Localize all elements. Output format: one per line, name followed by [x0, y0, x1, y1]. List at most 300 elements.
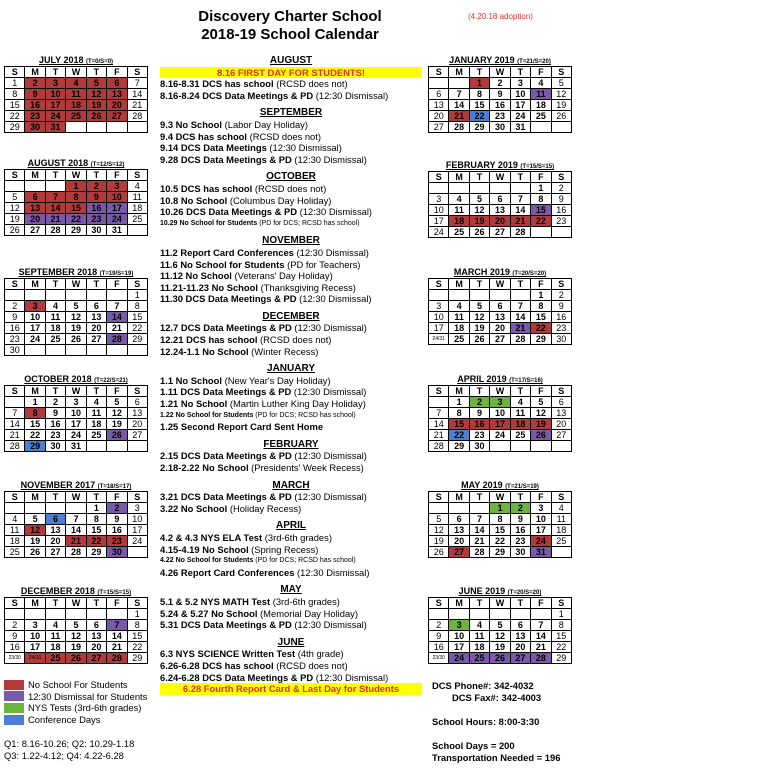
day-cell: [127, 345, 147, 356]
day-header: W: [66, 492, 86, 503]
day-cell: 9: [45, 408, 65, 419]
day-cell: 24: [531, 536, 551, 547]
day-cell: 10: [531, 514, 551, 525]
day-cell: 28: [510, 227, 530, 238]
day-cell: 19: [429, 536, 449, 547]
month-calendar: [428, 586, 572, 664]
day-cell: 25: [469, 653, 489, 664]
day-cell: [510, 609, 530, 620]
day-cell: [490, 183, 510, 194]
day-cell: 14: [510, 205, 530, 216]
day-cell: 28: [66, 547, 86, 558]
day-cell: 29: [490, 547, 510, 558]
day-cell: [449, 503, 469, 514]
day-cell: 28: [127, 111, 147, 122]
day-header: F: [107, 492, 127, 503]
day-cell: 27: [25, 225, 45, 236]
legend-swatch: [4, 691, 24, 701]
day-cell: 4: [531, 78, 551, 89]
day-header: M: [449, 67, 469, 78]
day-cell: 23: [490, 111, 510, 122]
day-cell: 12: [86, 89, 106, 100]
day-cell: 30: [45, 441, 65, 452]
day-cell: 18: [5, 536, 25, 547]
month-calendar: [428, 374, 572, 452]
day-cell: 8: [5, 89, 25, 100]
day-cell: 4: [449, 194, 469, 205]
day-cell: [5, 503, 25, 514]
day-header: T: [510, 172, 530, 183]
day-cell: 1: [531, 183, 551, 194]
day-cell: 10: [449, 631, 469, 642]
day-cell: 29: [5, 122, 25, 133]
day-cell: 24: [45, 111, 65, 122]
day-cell: 22: [449, 430, 469, 441]
day-cell: [66, 290, 86, 301]
day-cell: 13: [429, 100, 449, 111]
day-cell: 27: [45, 547, 65, 558]
event-item: 2.15 DCS Data Meetings & PD (12:30 Dismissal): [160, 450, 367, 462]
day-cell: [25, 181, 45, 192]
day-header: S: [127, 598, 147, 609]
day-header: M: [449, 386, 469, 397]
month-heading: AUGUST: [269, 55, 313, 66]
day-cell: 2: [551, 290, 571, 301]
day-cell: 27: [490, 227, 510, 238]
day-cell: 1: [5, 78, 25, 89]
day-cell: 13: [490, 312, 510, 323]
day-cell: 3: [127, 503, 147, 514]
day-cell: 16: [5, 323, 25, 334]
day-cell: 11: [45, 631, 65, 642]
day-cell: 21: [531, 642, 551, 653]
day-cell: 26: [107, 430, 127, 441]
day-cell: [127, 441, 147, 452]
day-cell: 12: [25, 525, 45, 536]
day-cell: [45, 503, 65, 514]
adoption-note: (4.20.18 adoption): [468, 12, 533, 21]
day-cell: 20: [107, 100, 127, 111]
day-cell: 20: [127, 419, 147, 430]
day-cell: [86, 345, 106, 356]
day-cell: 5: [66, 620, 86, 631]
day-header: S: [127, 67, 147, 78]
event-item: 8.16-8.24 DCS Data Meetings & PD (12:30 Dismissal): [160, 89, 389, 101]
day-cell: [469, 609, 489, 620]
event-item: 6.26-6.28 DCS has school (RCSD does not): [160, 659, 348, 671]
day-cell: 21: [107, 323, 127, 334]
day-header: M: [25, 598, 45, 609]
day-cell: [469, 290, 489, 301]
day-cell: 8: [127, 301, 147, 312]
day-cell: 1: [490, 503, 510, 514]
day-cell: 1: [127, 609, 147, 620]
day-cell: [45, 181, 65, 192]
day-cell: 30: [469, 441, 489, 452]
month-title: JUNE 2019 (T=20/S=20): [458, 586, 542, 596]
day-cell: 14: [469, 525, 489, 536]
day-cell: 31: [107, 225, 127, 236]
day-cell: 30: [551, 334, 571, 345]
month-heading: OCTOBER: [266, 171, 316, 183]
day-cell: 22: [127, 642, 147, 653]
day-cell: 28: [531, 653, 551, 664]
event-item: 5.1 & 5.2 NYS MATH Test (3rd-6th grades): [160, 595, 340, 607]
day-cell: 10: [66, 408, 86, 419]
month-calendar: [428, 480, 572, 558]
day-cell: 23: [510, 536, 530, 547]
day-cell: [127, 225, 147, 236]
day-cell: 23: [86, 214, 106, 225]
day-cell: 15: [469, 100, 489, 111]
day-cell: 21: [107, 642, 127, 653]
day-cell: 5: [86, 78, 106, 89]
day-cell: 17: [429, 323, 449, 334]
day-cell: [86, 609, 106, 620]
day-cell: 10: [429, 312, 449, 323]
day-header: S: [5, 279, 25, 290]
day-cell: 22: [5, 111, 25, 122]
day-header: F: [531, 492, 551, 503]
day-cell: 25: [45, 653, 65, 664]
day-header: M: [25, 492, 45, 503]
day-cell: [449, 183, 469, 194]
day-cell: 14: [531, 631, 551, 642]
day-header: S: [551, 67, 571, 78]
month-heading: DECEMBER: [262, 310, 320, 322]
day-cell: [66, 503, 86, 514]
events-list: [160, 55, 422, 695]
day-cell: 9: [429, 631, 449, 642]
day-cell: [490, 609, 510, 620]
day-cell: 24: [510, 111, 530, 122]
day-cell: 15: [490, 525, 510, 536]
day-cell: 13: [25, 203, 45, 214]
day-header: M: [449, 279, 469, 290]
day-cell: 29: [449, 441, 469, 452]
day-header: T: [510, 492, 530, 503]
day-cell: 25: [531, 111, 551, 122]
event-item: 11.30 DCS Data Meetings & PD (12:30 Dismissal): [160, 293, 372, 305]
day-cell: 15: [66, 203, 86, 214]
month-title: APRIL 2019 (T=17/S=16): [457, 374, 543, 384]
day-cell: 19: [5, 214, 25, 225]
day-header: T: [86, 598, 106, 609]
event-item: 2.18-2.22 No School (Presidents' Week Recess): [160, 462, 364, 473]
day-cell: 6: [25, 192, 45, 203]
day-cell: 27: [86, 653, 106, 664]
day-cell: 29: [551, 653, 571, 664]
day-cell: 19: [107, 419, 127, 430]
day-cell: [551, 441, 571, 452]
day-cell: 7: [429, 408, 449, 419]
event-item: 10.8 No School (Columbus Day Holiday): [160, 194, 332, 206]
day-header: M: [25, 67, 45, 78]
day-cell: [25, 290, 45, 301]
month-calendar: [4, 480, 148, 558]
day-cell: 28: [107, 653, 127, 664]
month-calendar: [4, 158, 148, 236]
day-header: M: [25, 279, 45, 290]
day-cell: 15: [531, 312, 551, 323]
day-header: S: [5, 492, 25, 503]
day-cell: 8: [490, 514, 510, 525]
day-cell: 29: [531, 334, 551, 345]
day-cell: [429, 78, 449, 89]
day-cell: 22: [531, 216, 551, 227]
day-cell: 28: [429, 441, 449, 452]
day-header: T: [45, 598, 65, 609]
day-cell: 24: [127, 536, 147, 547]
event-item: 11.6 No School for Students (PD for Teachers): [160, 258, 361, 270]
day-cell: 23/30: [5, 653, 25, 664]
event-item: 11.21-11.23 No School (Thanksgiving Recess): [160, 281, 356, 293]
day-cell: 17: [531, 525, 551, 536]
day-cell: 3: [25, 301, 45, 312]
day-cell: 2: [25, 78, 45, 89]
day-cell: 14: [107, 312, 127, 323]
day-cell: 16: [45, 419, 65, 430]
day-header: F: [531, 279, 551, 290]
day-cell: [25, 345, 45, 356]
day-header: T: [86, 67, 106, 78]
day-cell: 9: [25, 89, 45, 100]
day-cell: 17: [449, 642, 469, 653]
day-header: F: [531, 386, 551, 397]
day-cell: 19: [66, 323, 86, 334]
day-cell: 1: [449, 397, 469, 408]
day-header: T: [45, 279, 65, 290]
month-title: NOVEMBER 2017 (T=18/S=17): [20, 480, 132, 490]
day-header: S: [127, 386, 147, 397]
day-cell: 27: [86, 334, 106, 345]
day-cell: 4: [5, 514, 25, 525]
day-cell: 12: [490, 631, 510, 642]
day-cell: 6: [107, 78, 127, 89]
day-cell: 30: [5, 345, 25, 356]
day-cell: 28: [449, 122, 469, 133]
day-cell: 26: [551, 111, 571, 122]
day-cell: 27: [107, 111, 127, 122]
day-cell: 14: [66, 525, 86, 536]
day-cell: 10: [127, 514, 147, 525]
day-cell: 5: [66, 301, 86, 312]
day-cell: 10: [107, 192, 127, 203]
day-cell: 29: [469, 122, 489, 133]
day-cell: 18: [66, 100, 86, 111]
day-header: S: [551, 598, 571, 609]
day-cell: 11: [127, 192, 147, 203]
day-cell: 23: [107, 536, 127, 547]
day-header: S: [5, 598, 25, 609]
month-title: DECEMBER 2018 (T=15/S=15): [20, 586, 132, 596]
day-cell: 11: [449, 205, 469, 216]
event-item: 1.21 No School (Martin Luther King Day Holiday): [160, 398, 366, 410]
day-cell: 23: [45, 430, 65, 441]
day-cell: 21: [510, 216, 530, 227]
day-cell: 7: [5, 408, 25, 419]
event-item: 6.24-6.28 DCS Data Meetings & PD (12:30 Dismissal): [160, 671, 389, 683]
day-cell: 26: [66, 653, 86, 664]
day-cell: 18: [45, 642, 65, 653]
day-header: F: [107, 67, 127, 78]
day-cell: 19: [86, 100, 106, 111]
day-header: S: [551, 279, 571, 290]
day-cell: 8: [127, 620, 147, 631]
day-cell: 5: [551, 78, 571, 89]
day-cell: 29: [25, 441, 45, 452]
day-header: S: [429, 67, 449, 78]
day-cell: 3: [25, 620, 45, 631]
day-cell: 17: [107, 203, 127, 214]
day-cell: 12: [469, 205, 489, 216]
day-cell: 15: [86, 525, 106, 536]
day-cell: 14: [429, 419, 449, 430]
day-header: F: [531, 172, 551, 183]
day-cell: 23: [469, 430, 489, 441]
day-header: T: [510, 67, 530, 78]
day-header: S: [551, 492, 571, 503]
day-cell: 2: [5, 301, 25, 312]
month-calendar: [4, 267, 148, 356]
day-cell: [66, 609, 86, 620]
day-cell: 14: [127, 89, 147, 100]
day-cell: 7: [510, 194, 530, 205]
day-cell: 27: [551, 430, 571, 441]
day-cell: 20: [551, 419, 571, 430]
event-item: 1.22 No School for Students (PD for DCS; RCSD has school): [160, 411, 356, 419]
day-cell: 2: [510, 503, 530, 514]
event-item: 1.25 Second Report Card Sent Home: [160, 421, 324, 433]
event-item: 1.1 No School (New Year's Day Holiday): [160, 374, 331, 386]
day-cell: 18: [86, 419, 106, 430]
day-cell: 26: [66, 334, 86, 345]
event-item: 9.4 DCS has school (RCSD does not): [160, 130, 321, 142]
day-cell: 13: [127, 408, 147, 419]
day-header: T: [510, 279, 530, 290]
day-cell: 2: [551, 183, 571, 194]
day-cell: [510, 183, 530, 194]
month-title: JANUARY 2019 (T=21/S=20): [449, 55, 551, 65]
event-item: 5.31 DCS Data Meetings & PD (12:30 Dismissal): [160, 619, 367, 631]
day-cell: 11: [531, 89, 551, 100]
day-cell: [510, 290, 530, 301]
day-cell: 15: [127, 312, 147, 323]
day-cell: 10: [429, 205, 449, 216]
day-header: T: [45, 386, 65, 397]
month-title: FEBRUARY 2019 (T=15/S=15): [445, 160, 555, 170]
day-cell: [66, 122, 86, 133]
day-cell: 22: [25, 430, 45, 441]
day-cell: 1: [25, 397, 45, 408]
day-cell: 20: [510, 642, 530, 653]
day-cell: 13: [86, 631, 106, 642]
day-cell: 22: [66, 214, 86, 225]
legend: [4, 679, 147, 725]
day-cell: [86, 122, 106, 133]
day-cell: 18: [449, 216, 469, 227]
month-heading: NOVEMBER: [262, 235, 320, 247]
day-cell: 27: [490, 334, 510, 345]
day-header: F: [107, 170, 127, 181]
day-cell: 1: [86, 503, 106, 514]
day-header: F: [531, 598, 551, 609]
event-item: 9.3 No School (Labor Day Holiday): [160, 118, 308, 130]
day-cell: 12: [551, 89, 571, 100]
day-cell: 29: [127, 653, 147, 664]
day-cell: 2: [86, 181, 106, 192]
day-cell: 30: [86, 225, 106, 236]
day-cell: 7: [449, 89, 469, 100]
month-heading: APRIL: [276, 520, 306, 532]
day-cell: 23: [551, 216, 571, 227]
day-cell: 29: [127, 334, 147, 345]
day-cell: 12: [5, 203, 25, 214]
day-cell: 4: [551, 503, 571, 514]
event-item: 4.15-4.19 No School (Spring Recess): [160, 543, 319, 555]
day-header: S: [429, 386, 449, 397]
day-cell: [490, 290, 510, 301]
day-header: S: [127, 279, 147, 290]
day-header: T: [86, 492, 106, 503]
event-item: 3.22 No School (Holiday Recess): [160, 502, 302, 514]
day-cell: 19: [531, 419, 551, 430]
day-cell: 18: [449, 323, 469, 334]
day-cell: 6: [449, 514, 469, 525]
day-header: S: [5, 67, 25, 78]
legend-item-no-school: No School For Students: [4, 679, 147, 691]
day-cell: 29: [86, 547, 106, 558]
day-cell: 31: [45, 122, 65, 133]
day-cell: 5: [5, 192, 25, 203]
day-cell: 2: [490, 78, 510, 89]
day-header: S: [127, 170, 147, 181]
day-cell: 11: [86, 408, 106, 419]
day-cell: 7: [531, 620, 551, 631]
event-item: 11.2 Report Card Conferences (12:30 Dismissal): [160, 246, 369, 258]
school-days: School Days = 200: [432, 740, 515, 751]
day-cell: 10: [510, 89, 530, 100]
day-cell: [107, 290, 127, 301]
day-cell: 15: [531, 205, 551, 216]
day-cell: 20: [429, 111, 449, 122]
day-cell: [5, 397, 25, 408]
day-cell: [531, 441, 551, 452]
day-header: M: [449, 492, 469, 503]
day-cell: 18: [531, 100, 551, 111]
day-header: T: [469, 598, 489, 609]
day-cell: 7: [510, 301, 530, 312]
day-cell: 11: [551, 514, 571, 525]
day-header: F: [531, 67, 551, 78]
day-cell: 17: [66, 419, 86, 430]
day-header: T: [86, 386, 106, 397]
day-header: W: [66, 170, 86, 181]
day-header: F: [107, 598, 127, 609]
day-cell: 25: [5, 547, 25, 558]
day-cell: [429, 183, 449, 194]
day-cell: [531, 122, 551, 133]
day-cell: [469, 183, 489, 194]
day-cell: 3: [429, 194, 449, 205]
month-calendar: [4, 55, 148, 133]
month-calendar: [428, 267, 572, 345]
day-cell: 11: [469, 631, 489, 642]
day-cell: 24: [25, 334, 45, 345]
day-cell: 25: [45, 334, 65, 345]
event-item: 6.3 NYS SCIENCE Written Test (4th grade): [160, 648, 344, 660]
day-cell: 24/31: [429, 334, 449, 345]
